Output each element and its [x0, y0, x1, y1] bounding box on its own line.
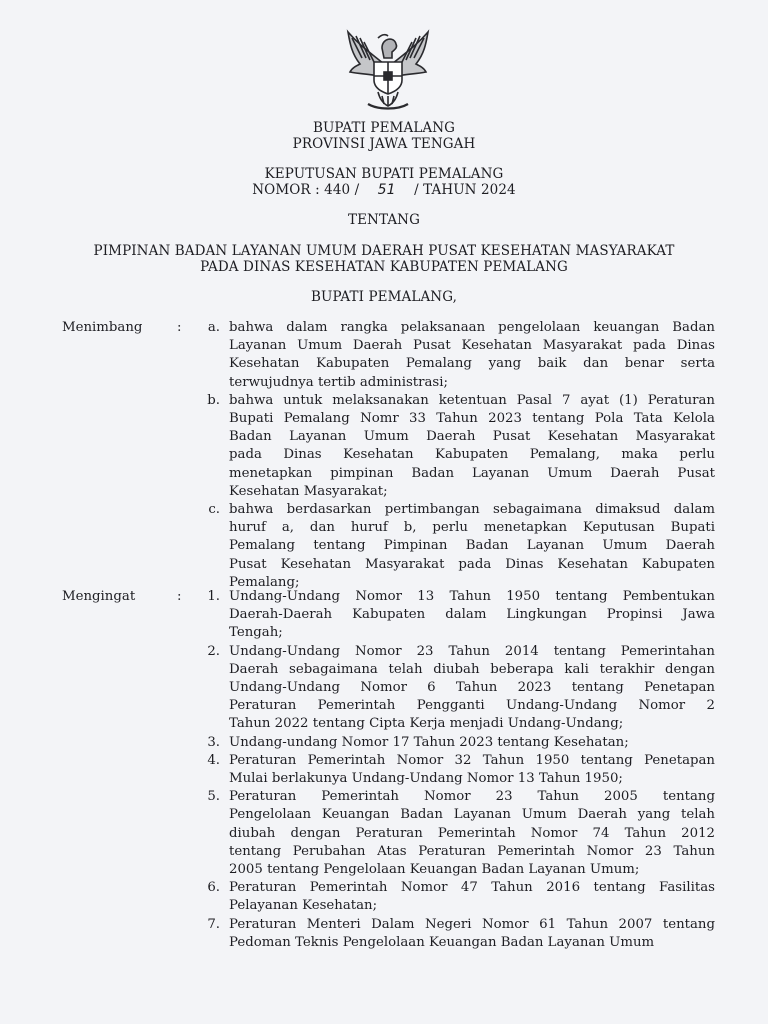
mengingat-item-marker: 4. — [207, 752, 220, 768]
mengingat-item-line: Daerah-Daerah Kabupaten dalam Lingkungan Propinsi Jawa — [229, 607, 715, 623]
regent-title: BUPATI PEMALANG — [312, 120, 456, 136]
menimbang-item-line: bahwa dalam rangka pelaksanaan pengelolaan keuangan Badan — [229, 320, 715, 335]
subject-line-1: PIMPINAN BADAN LAYANAN UMUM DAERAH PUSAT KESEHATAN MASYARAKAT — [93, 243, 675, 259]
menimbang-item-line: terwujudnya tertib administrasi; — [229, 374, 448, 390]
mengingat-item-marker: 2. — [207, 643, 220, 659]
mengingat-item-marker: 3. — [207, 734, 220, 750]
mengingat-item-line: Undang-Undang Nomor 6 Tahun 2023 tentang Penetapan — [229, 679, 715, 695]
mengingat-item-line: Undang-Undang Nomor 13 Tahun 1950 tentang Pembentukan — [229, 589, 715, 604]
mengingat-label: Mengingat — [62, 589, 136, 604]
decree-number-prefix: NOMOR : 440 / — [252, 182, 360, 198]
menimbang-item-line: Kesehatan Kabupaten Pemalang yang baik dan benar serta — [229, 356, 715, 372]
menimbang-item-line: bahwa untuk melaksanakan ketentuan Pasal 7 ayat (1) Peraturan — [229, 392, 715, 408]
mengingat-item-line: 2005 tentang Pengelolaan Keuangan Badan Layanan Umum; — [229, 861, 640, 877]
menimbang-item-line: Pusat Kesehatan Masyarakat pada Dinas Kesehatan Kabupaten — [229, 556, 715, 572]
menimbang-item-line: Kesehatan Masyarakat; — [229, 483, 388, 499]
mengingat-item-marker: 7. — [207, 916, 220, 932]
menimbang-item-line: Pemalang; — [229, 574, 300, 590]
mengingat-item-line: Pelayanan Kesehatan; — [229, 898, 378, 914]
menimbang-item-line: menetapkan pimpinan Badan Layanan Umum Daerah Pusat — [229, 465, 715, 481]
menimbang-colon: : — [177, 320, 182, 335]
decree-number-handwritten: 51 — [377, 182, 396, 198]
decree-number-suffix: / TAHUN 2024 — [414, 182, 516, 198]
menimbang-item-line: Layanan Umum Daerah Pusat Kesehatan Masyarakat pada Dinas — [229, 338, 715, 354]
mengingat-item-line: Undang-Undang Nomor 23 Tahun 2014 tentang Pemerintahan — [229, 643, 715, 659]
menimbang-item-line: Bupati Pemalang Nomr 33 Tahun 2023 tentang Pola Tata Kelola — [229, 410, 715, 426]
decree-number — [0, 182, 768, 199]
menimbang-item-line: bahwa berdasarkan pertimbangan sebagaimana dimaksud dalam — [229, 502, 715, 517]
mengingat-item-line: Pedoman Teknis Pengelolaan Keuangan Badan Layanan Umum — [229, 934, 655, 950]
mengingat-item-line: Peraturan Pemerintah Pengganti Undang-Undang Nomor 2 — [229, 698, 715, 714]
menimbang-item-line: Badan Layanan Umum Daerah Pusat Kesehatan Masyarakat — [229, 429, 715, 445]
mengingat-item-line: Daerah sebagaimana telah diubah beberapa kali terakhir dengan — [229, 661, 715, 677]
mengingat-item-line: Mulai berlakunya Undang-Undang Nomor 13 Tahun 1950; — [229, 770, 623, 786]
mengingat-item-line: Undang-undang Nomor 17 Tahun 2023 tentang Kesehatan; — [229, 734, 629, 750]
mengingat-item-line: Peraturan Menteri Dalam Negeri Nomor 61 Tahun 2007 tentang — [229, 916, 715, 932]
menimbang-item-marker: a. — [207, 320, 220, 335]
mengingat-colon: : — [177, 589, 182, 604]
decree-title: KEPUTUSAN BUPATI PEMALANG — [264, 166, 504, 182]
issuer-heading: BUPATI PEMALANG, — [310, 289, 457, 305]
menimbang-item-line: huruf a, dan huruf b, perlu menetapkan Keputusan Bupati — [229, 520, 715, 536]
mengingat-item-marker: 6. — [207, 880, 220, 896]
subject-line-2: PADA DINAS KESEHATAN KABUPATEN PEMALANG — [200, 259, 568, 275]
menimbang-label: Menimbang — [62, 320, 143, 335]
mengingat-item-line: Peraturan Pemerintah Nomor 47 Tahun 2016 tentang Fasilitas — [229, 880, 715, 896]
mengingat-item-line: diubah dengan Peraturan Pemerintah Nomor 74 Tahun 2012 — [229, 825, 715, 841]
mengingat-item-marker: 1. — [207, 589, 220, 604]
garuda-emblem-icon — [338, 24, 438, 114]
menimbang-item-marker: c. — [208, 502, 220, 517]
mengingat-item-line: Pengelolaan Keuangan Badan Layanan Umum Daerah yang telah — [229, 807, 715, 823]
menimbang-item-line: pada Dinas Kesehatan Kabupaten Pemalang, maka perlu — [229, 447, 715, 463]
mengingat-item-line: Tengah; — [229, 625, 283, 641]
mengingat-item-line: tentang Perubahan Atas Peraturan Pemerintah Nomor 23 Tahun — [229, 843, 715, 859]
mengingat-item-marker: 5. — [207, 789, 220, 805]
province-title: PROVINSI JAWA TENGAH — [292, 136, 476, 152]
mengingat-item-line: Peraturan Pemerintah Nomor 23 Tahun 2005 tentang — [229, 789, 715, 805]
about-heading: TENTANG — [348, 212, 420, 228]
mengingat-item-line: Tahun 2022 tentang Cipta Kerja menjadi Undang-Undang; — [229, 716, 624, 732]
menimbang-item-marker: b. — [207, 392, 220, 408]
menimbang-item-line: Pemalang tentang Pimpinan Badan Layanan Umum Daerah — [229, 538, 715, 554]
mengingat-item-line: Peraturan Pemerintah Nomor 32 Tahun 1950 tentang Penetapan — [229, 752, 715, 768]
